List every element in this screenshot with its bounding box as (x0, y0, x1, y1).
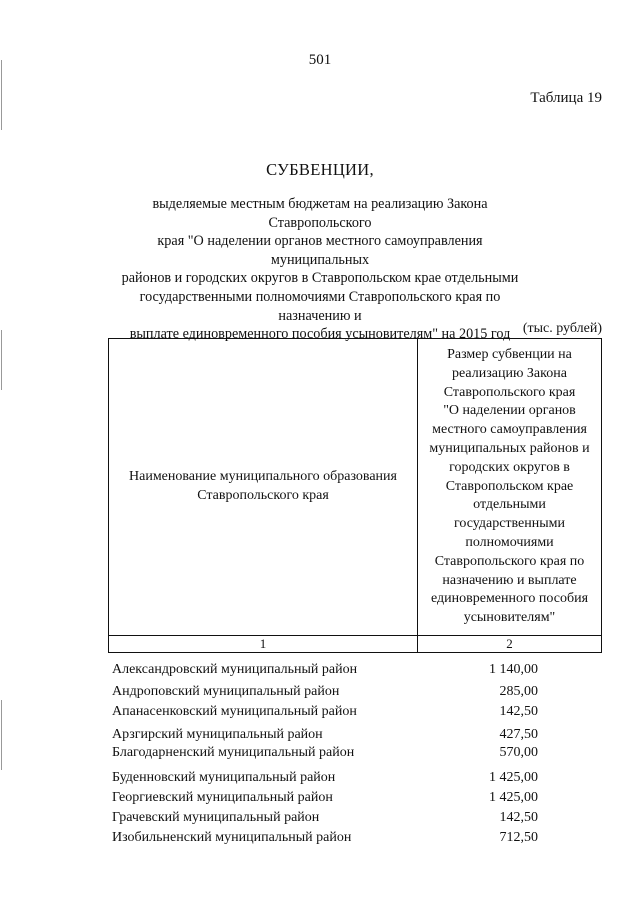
subtitle-line: государственными полномочиями Ставропольского края по назначению и (139, 288, 501, 324)
municipality-name: Андроповский муниципальный район (112, 684, 340, 699)
subsidy-value: 712,50 (499, 830, 538, 845)
header-line: Ставропольского края (443, 384, 576, 400)
municipality-name: Арзгирский муниципальный район (112, 727, 323, 742)
municipality-name: Изобильненский муниципальный район (112, 830, 352, 845)
municipality-name: Благодарненский муниципальный район (112, 745, 355, 760)
units-label: (тыс. рублей) (522, 321, 602, 336)
table-label: Таблица 19 (530, 90, 602, 106)
subtitle-line: выделяемые местным бюджетам на реализацию Закона Ставропольского (152, 196, 488, 231)
table-row (108, 725, 602, 745)
header-line: Ставропольского края (197, 488, 329, 503)
header-line: местного самоуправления (432, 422, 587, 438)
table-row (108, 743, 602, 763)
header-line: государственными (453, 516, 566, 532)
column-header-subsidy-amount (418, 339, 602, 636)
document-subtitle (110, 195, 530, 344)
header-line: единовременного пособия (430, 591, 589, 607)
municipality-name: Георгиевский муниципальный район (112, 790, 333, 805)
header-line: реализацию Закона (452, 365, 567, 381)
subtitle-line: края "О наделении органов местного самоуправления муниципальных (157, 233, 483, 268)
header-line: отдельными (473, 497, 546, 513)
municipality-name: Александровский муниципальный район (112, 662, 358, 677)
subsidy-value: 1 425,00 (489, 770, 538, 785)
document-title: СУБВЕНЦИИ, (266, 160, 374, 179)
header-line: Размер субвенции на (447, 347, 572, 363)
header-line: Наименование муниципального образования (129, 469, 397, 485)
municipality-name: Апанасенковский муниципальный район (112, 704, 357, 719)
column-header-municipality (109, 339, 418, 636)
header-line: полномочиями (465, 534, 554, 550)
header-line: Ставропольском крае (445, 478, 574, 494)
column-number-1: 1 (109, 636, 418, 653)
subsidy-table-header (108, 338, 602, 653)
subsidy-value: 1 425,00 (489, 790, 538, 805)
subsidy-value: 427,50 (499, 727, 538, 742)
subsidy-table-body (108, 660, 602, 845)
subsidy-value: 570,00 (499, 745, 538, 760)
subsidy-value: 142,50 (499, 810, 538, 825)
table-row (108, 768, 602, 788)
header-line: назначению и выплате (442, 572, 577, 588)
table-row (108, 702, 602, 722)
subtitle-line: районов и городских округов в Ставропольском крае отдельными (121, 270, 519, 287)
header-line: городских округов в (449, 459, 570, 475)
municipality-name: Буденновский муниципальный район (112, 770, 336, 785)
subsidy-value: 285,00 (499, 684, 538, 699)
subsidy-value: 142,50 (499, 704, 538, 719)
page-edge-marks (0, 0, 4, 905)
table-row (108, 808, 602, 828)
table-row (108, 682, 602, 702)
subtitle-line: выплате единовременного пособия усыновителям" на 2015 год (129, 326, 511, 343)
subsidy-value: 1 140,00 (489, 662, 538, 677)
table-row (108, 828, 602, 848)
table-row (108, 788, 602, 808)
page-number: 501 (308, 52, 332, 68)
column-number-2: 2 (418, 636, 602, 653)
header-line: Ставропольского края по (434, 553, 585, 569)
municipality-name: Грачевский муниципальный район (112, 810, 320, 825)
table-row (108, 660, 602, 680)
header-line: муниципальных районов и (429, 441, 590, 456)
header-line: усыновителям" (463, 610, 556, 626)
header-line: "О наделении органов (443, 403, 576, 419)
